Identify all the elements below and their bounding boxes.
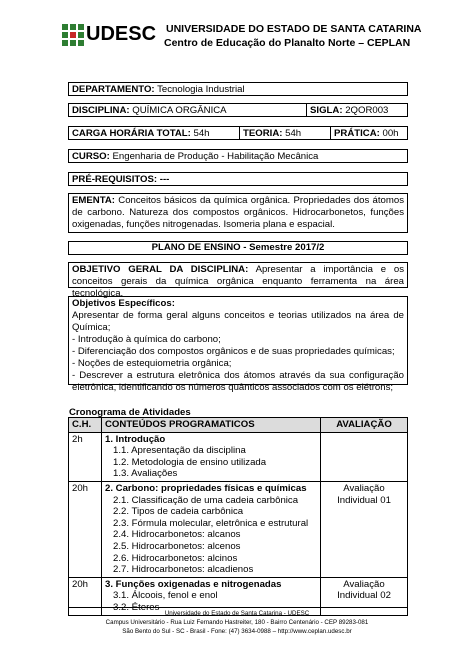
- topic-item: 1.3. Avaliações: [113, 468, 178, 480]
- table-row: [69, 481, 408, 577]
- carga-row: [68, 126, 408, 140]
- row-content: [102, 481, 321, 577]
- departamento-label: DEPARTAMENTO:: [72, 84, 155, 95]
- table-header-row: [69, 418, 408, 433]
- especificos-item: - Introdução à química do carbono;: [72, 334, 221, 345]
- topic-title: 2. Carbono: propriedades físicas e químicas: [105, 482, 307, 494]
- curso-label: CURSO:: [72, 151, 110, 162]
- table-row: [69, 432, 408, 481]
- pratica-label: PRÁTICA:: [334, 128, 380, 139]
- teoria-value: 54h: [285, 128, 302, 139]
- topic-item: 2.7. Hidrocarbonetos: alcadienos: [113, 564, 254, 576]
- header-avaliacao: AVALIAÇÃO: [321, 418, 408, 433]
- especificos-item: - Noções de estequiometria orgânica;: [72, 358, 232, 369]
- ementa-box: [68, 193, 408, 233]
- topic-item: 3.1. Álcoois, fenol e enol: [113, 590, 218, 602]
- objetivo-box: [68, 262, 408, 299]
- curso-value: Engenharia de Produção - Habilitação Mecânica: [112, 151, 319, 162]
- row-ch: 2h: [69, 432, 102, 481]
- topic-item: 2.1. Classificação de uma cadeia carbônica: [113, 494, 299, 506]
- udesc-grid-icon: [62, 24, 84, 46]
- ementa-text: Conceitos básicos da química orgânica. Propriedades dos átomos de carbono. Natureza dos compostos orgânicos. Hidrocarbonetos, funções oxigenadas, funções nitrogenadas. Isomeria plana e espacial.: [72, 195, 404, 230]
- objetivo-label: OBJETIVO GERAL DA DISCIPLINA:: [72, 264, 249, 275]
- page-footer: [0, 609, 474, 636]
- university-name: UNIVERSIDADE DO ESTADO DE SANTA CATARINA: [166, 23, 422, 35]
- plano-title: PLANO DE ENSINO - Semestre 2017/2: [151, 242, 325, 253]
- topic-title: 3. Funções oxigenadas e nitrogenadas: [105, 578, 282, 590]
- disciplina-label: DISCIPLINA:: [72, 105, 130, 116]
- cronograma-table: [68, 417, 408, 616]
- topic-item: 1.1. Apresentação da disciplina: [113, 445, 246, 457]
- especificos-item: - Descrever a estrutura eletrônica dos átomos através da sua configuração eletrônica, identificando os números quânticos associados com os elétrons;: [72, 370, 404, 393]
- row-avaliacao: [321, 432, 408, 481]
- footer-line-3: São Bento do Sul - SC - Brasil - Fone: (47) 3634-0988 – http://www.ceplan.udesc.br: [122, 628, 352, 635]
- especificos-item: - Diferenciação dos compostos orgânicos e de suas propriedades químicas;: [72, 346, 395, 357]
- prerequisitos-label: PRÉ-REQUISITOS:: [72, 174, 158, 185]
- row-avaliacao: Avaliação Individual 02: [321, 577, 408, 615]
- departamento-row: [68, 82, 408, 96]
- topic-item: 2.5. Hidrocarbonetos: alcenos: [113, 540, 241, 552]
- plano-title-row: [68, 241, 408, 255]
- especificos-intro: Apresentar de forma geral alguns conceitos e teorias utilizados na área de Química;: [72, 310, 404, 333]
- sigla-value: 2QOR003: [345, 105, 389, 116]
- topic-item: 2.4. Hidrocarbonetos: alcanos: [113, 529, 241, 541]
- topic-item: 2.2. Tipos de cadeia carbônica: [113, 506, 244, 518]
- topic-title: 1. Introdução: [105, 433, 166, 445]
- carga-label: CARGA HORÁRIA TOTAL:: [72, 128, 191, 139]
- topic-item: 2.3. Fórmula molecular, eletrônica e estrutural: [113, 517, 309, 529]
- footer-line-1: Universidade do Estado de Santa Catarina - UDESC: [164, 610, 310, 617]
- departamento-value: Tecnologia Industrial: [157, 84, 245, 95]
- header-ch: C.H.: [69, 418, 102, 433]
- header-conteudos: CONTEÚDOS PROGRAMATICOS: [102, 418, 321, 433]
- row-ch: 20h: [69, 481, 102, 577]
- prerequisitos-row: [68, 172, 408, 186]
- disciplina-row: [68, 103, 408, 117]
- footer-divider: [68, 607, 408, 608]
- teoria-label: TEORIA:: [243, 128, 283, 139]
- especificos-label: Objetivos Específicos:: [72, 298, 175, 309]
- topic-item: 1.2. Metodologia de ensino utilizada: [113, 456, 267, 468]
- prerequisitos-value: ---: [159, 174, 170, 185]
- carga-value: 54h: [193, 128, 210, 139]
- curso-row: [68, 149, 408, 163]
- pratica-value: 00h: [382, 128, 399, 139]
- row-avaliacao: Avaliação Individual 01: [321, 481, 408, 577]
- row-content: [102, 432, 321, 481]
- objetivo-text: Apresentar a importância e os conceitos gerais da química orgânica enquanto ferramenta na área tecnológica.: [72, 264, 404, 299]
- udesc-logo: [62, 24, 158, 48]
- sigla-label: SIGLA:: [310, 105, 343, 116]
- especificos-box: [68, 296, 408, 393]
- center-name: Centro de Educação do Planalto Norte – CEPLAN: [164, 37, 411, 49]
- cronograma-title: Cronograma de Atividades: [69, 407, 191, 418]
- footer-line-2: Campus Universitário - Rua Luiz Fernando Hastreiter, 180 - Bairro Centenário - CEP 89283-081: [105, 619, 369, 626]
- topic-item: 2.6. Hidrocarbonetos: alcinos: [113, 552, 238, 564]
- logo-text: UDESC: [86, 23, 157, 45]
- topic-item: 3.2. Éteres: [113, 601, 160, 613]
- row-ch: 20h: [69, 577, 102, 615]
- page-header: [0, 0, 474, 60]
- ementa-label: EMENTA:: [72, 195, 115, 206]
- disciplina-value: QUÍMICA ORGÂNICA: [132, 105, 227, 116]
